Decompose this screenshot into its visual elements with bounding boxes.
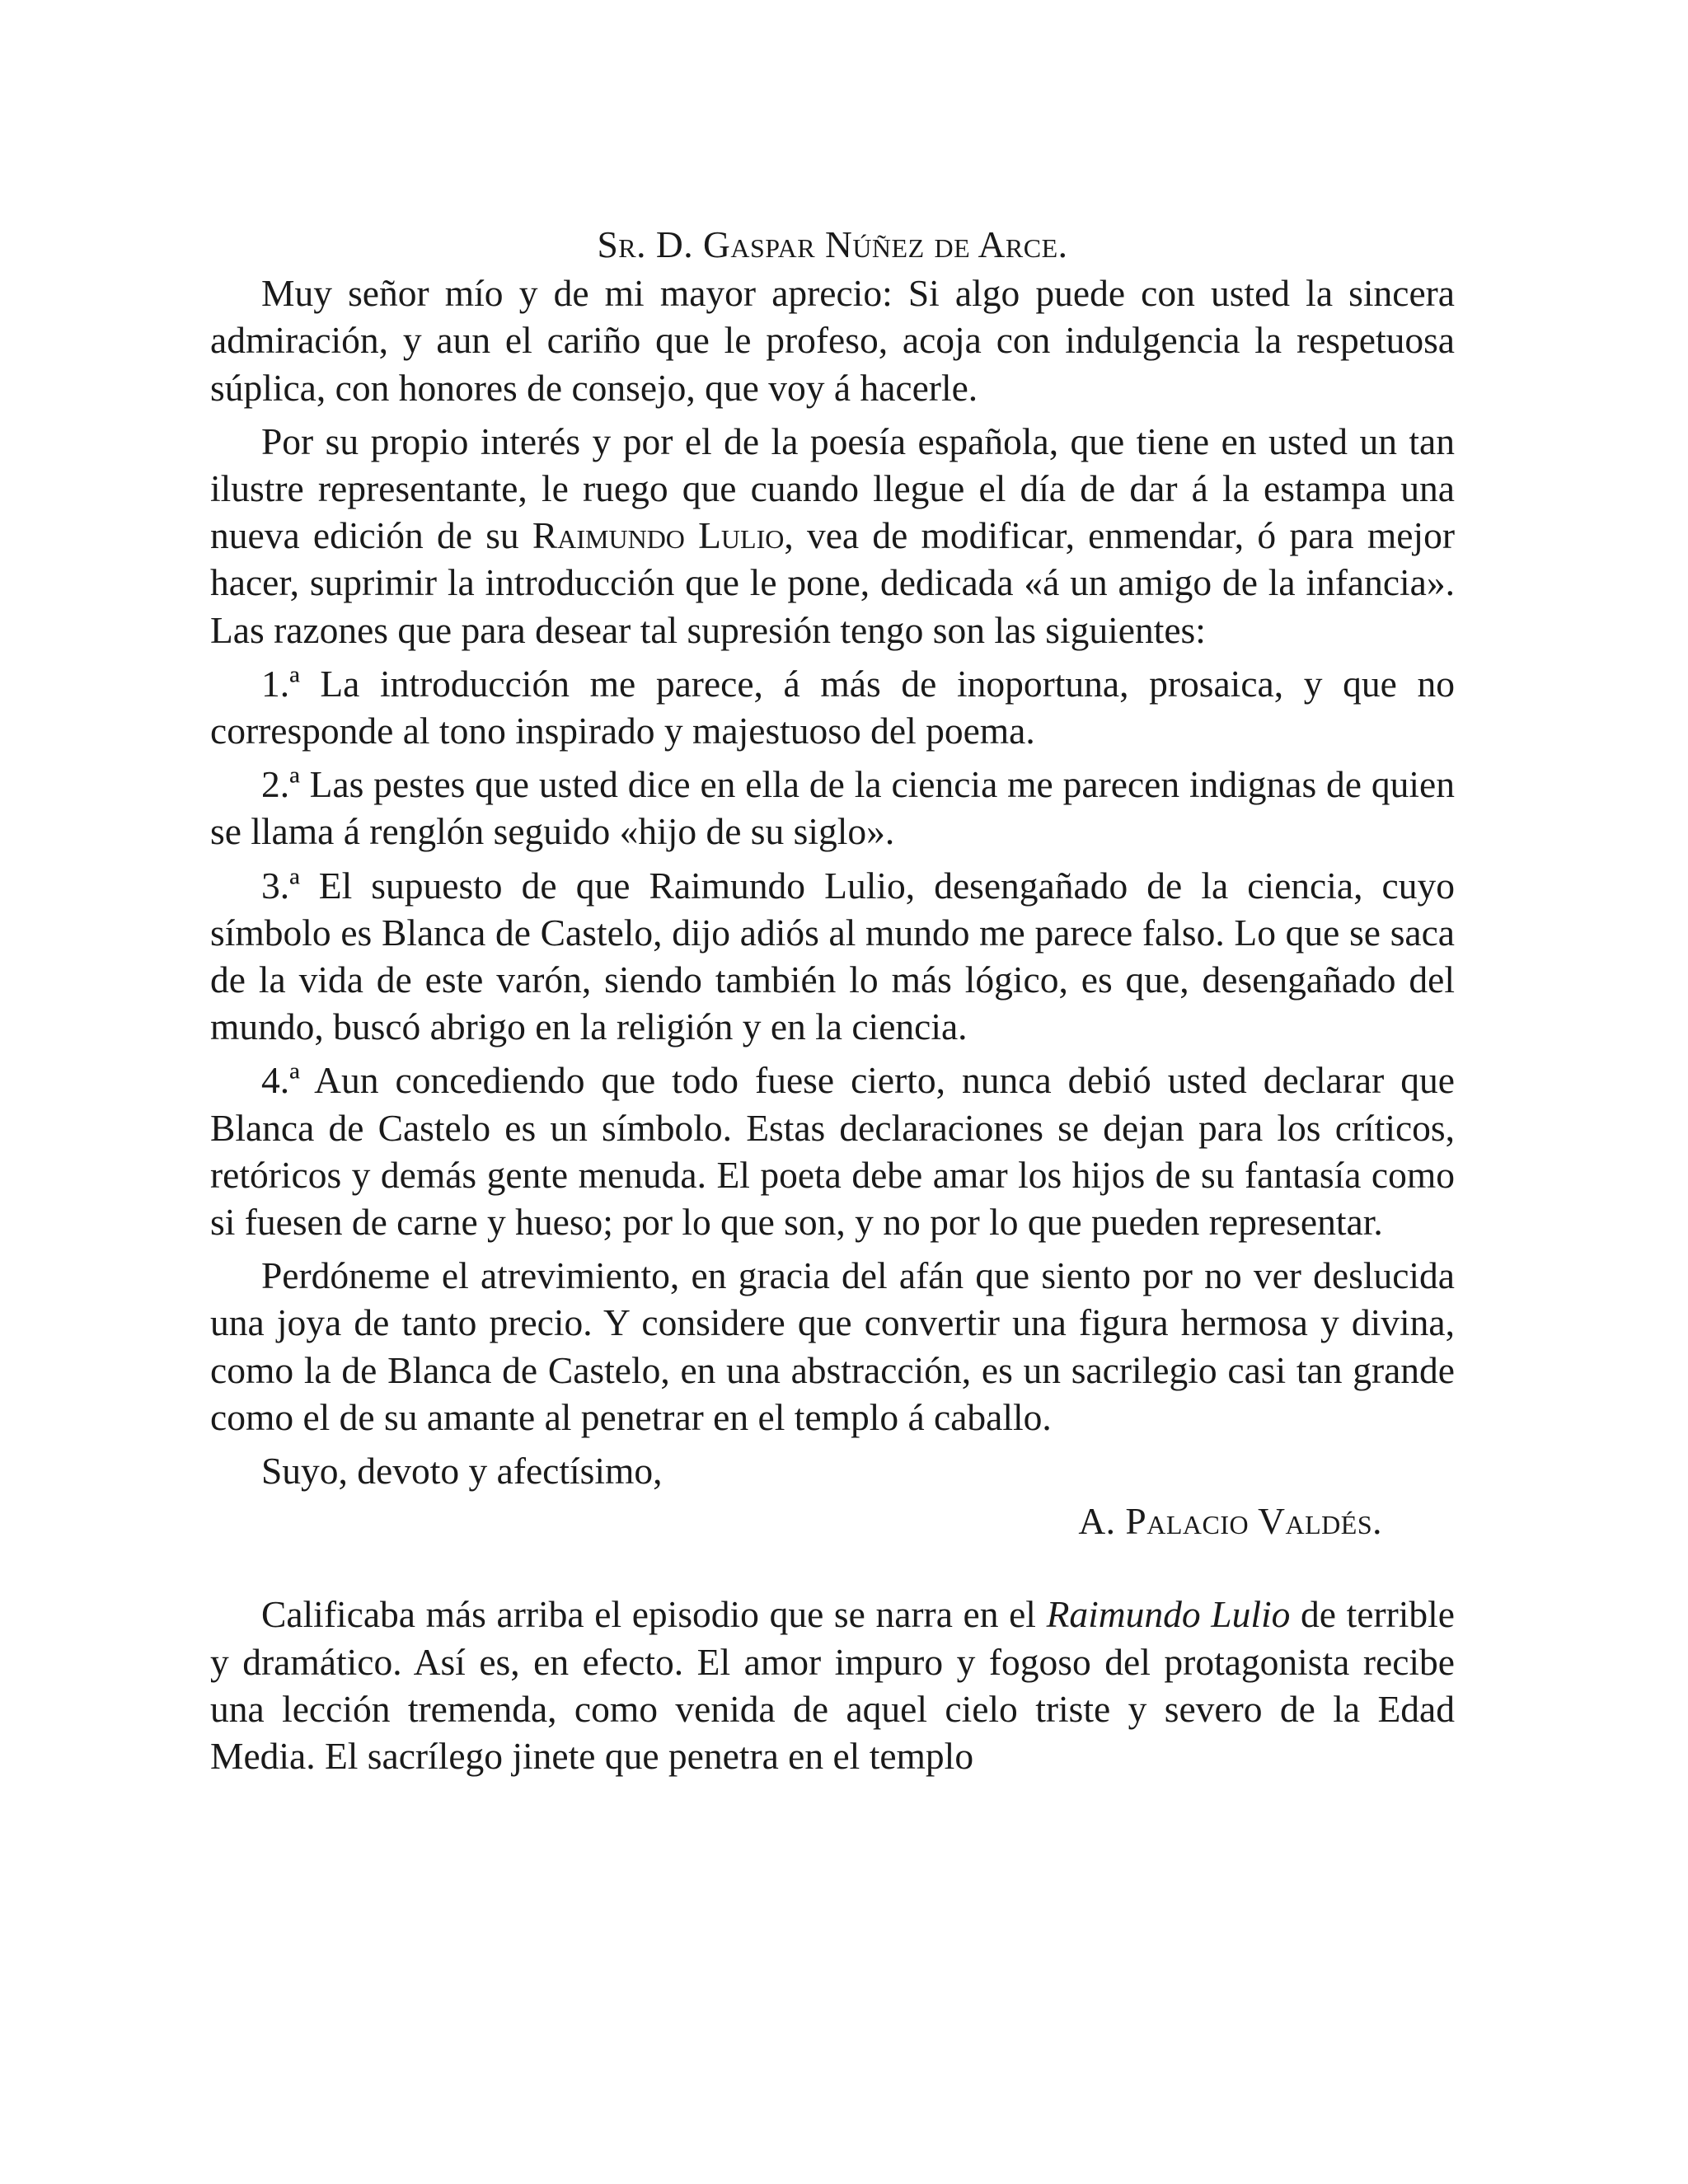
commentary-text-b: de terrible y dramático. Así es, en efecto. El amor impuro y fogoso del protagonista recibe una lección tremenda, como venida de aquel cielo triste y severo de la Edad Media. El sacrílego jinete que penetra en el templo xyxy=(210,1593,1455,1778)
letter-salutation: Sr. D. Gaspar Núñez de Arce. xyxy=(597,223,1068,265)
letter-signature: A. Palacio Valdés. xyxy=(1078,1500,1382,1543)
letter-point-2: 2.ª Las pestes que usted dice en ella de la ciencia me parecen indignas de quien se llama á renglón seguido «hijo de su siglo». xyxy=(210,763,1455,853)
commentary-work-title: Raimundo Lulio xyxy=(1046,1593,1291,1636)
page-body xyxy=(210,221,1455,1786)
commentary-paragraph xyxy=(210,1591,1455,1779)
letter-point-1: 1.ª La introducción me parece, á más de inoportuna, prosaica, y que no corresponde al tono inspirado y majestuoso del poema. xyxy=(210,662,1455,752)
letter-paragraph-2 xyxy=(210,418,1455,654)
paragraph-2-text-b: , vea de modificar, enmendar, ó para mejor hacer, suprimir la introducción que le pone, dedicada «á un amigo de la infancia». Las razones que para desear tal supresión tengo son las siguientes: xyxy=(210,514,1455,651)
letter-paragraph-final: Perdóneme el atrevimiento, en gracia del afán que siento por no ver deslucida una joya de tanto precio. Y considere que convertir una figura hermosa y divina, como la de Blanca de Castelo, en una abstracción, es un sacrilegio casi tan grande como el de su amante al penetrar en el templo á caballo. xyxy=(210,1254,1455,1438)
paragraph-2-text-a: Por su propio interés y por el de la poesía española, que tiene en usted un tan ilustre representante, le ruego que cuando llegue el día de dar á la estampa una nueva edición de su xyxy=(210,419,1455,557)
commentary-text-a: Calificaba más arriba el episodio que se narra en el xyxy=(261,1593,1047,1636)
letter-point-4: 4.ª Aun concediendo que todo fuese cierto, nunca debió usted declarar que Blanca de Castelo es un símbolo. Estas declaraciones se dejan para los críticos, retóricos y demás gente menuda. El poeta debe amar los hijos de su fantasía como si fuesen de carne y hueso; por lo que son, y no por lo que pueden representar. xyxy=(210,1059,1455,1244)
work-title-raimundo-lulio: Raimundo Lulio xyxy=(532,514,785,557)
letter-paragraph-1: Muy señor mío y de mi mayor aprecio: Si algo puede con usted la sincera admiración, y aun el cariño que le profeso, acoja con indulgencia la respetuosa súplica, con honores de consejo, que voy á hacerle. xyxy=(210,272,1455,409)
letter-point-3: 3.ª El supuesto de que Raimundo Lulio, desengañado de la ciencia, cuyo símbolo es Blanca de Castelo, dijo adiós al mundo me parece falso. Lo que se saca de la vida de este varón, siendo también lo más lógico, es que, desengañado del mundo, buscó abrigo en la religión y en la ciencia. xyxy=(210,864,1455,1048)
letter-closing: Suyo, devoto y afectísimo, xyxy=(261,1450,663,1493)
